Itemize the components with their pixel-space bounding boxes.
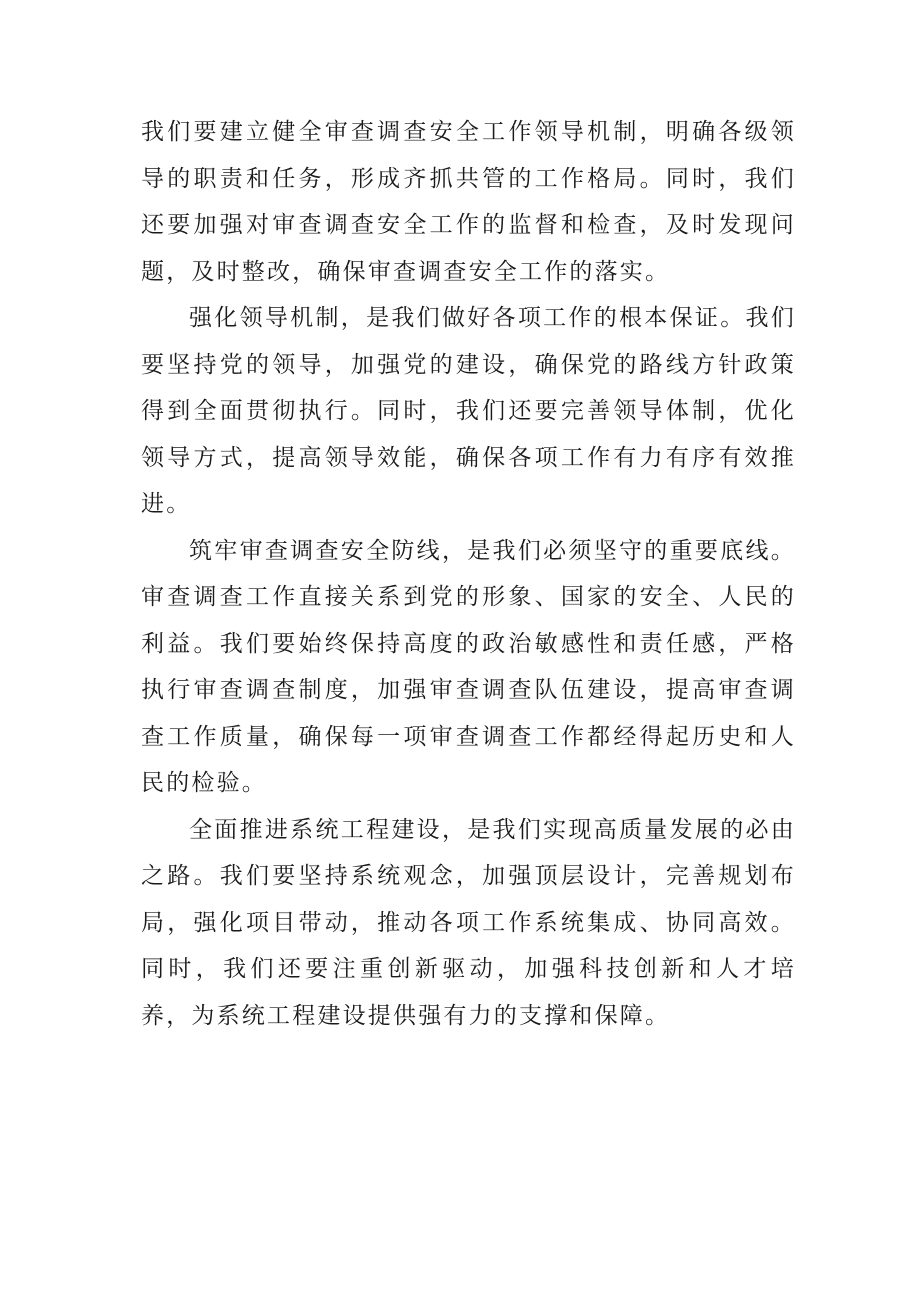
paragraph-4: 全面推进系统工程建设，是我们实现高质量发展的必由之路。我们要坚持系统观念，加强顶层设计，完善规划布局，强化项目带动，推动各项工作系统集成、协同高效。同时，我们还要注重创新驱动，加强科技创新和人才培养，为系统工程建设提供强有力的支撑和保障。 (141, 816, 796, 1029)
document-body (141, 109, 796, 1039)
paragraph-3: 筑牢审查调查安全防线，是我们必须坚守的重要底线。审查调查工作直接关系到党的形象、国家的安全、人民的利益。我们要始终保持高度的政治敏感性和责任感，严格执行审查调查制度，加强审查调查队伍建设，提高审查调查工作质量，确保每一项审查调查工作都经得起历史和人民的检验。 (141, 537, 796, 796)
paragraph-1: 我们要建立健全审查调查安全工作领导机制，明确各级领导的职责和任务，形成齐抓共管的工作格局。同时，我们还要加强对审查调查安全工作的监督和检查，及时发现问题，及时整改，确保审查调查安全工作的落实。 (141, 119, 796, 285)
paragraph-2: 强化领导机制，是我们做好各项工作的根本保证。我们要坚持党的领导，加强党的建设，确保党的路线方针政策得到全面贯彻执行。同时，我们还要完善领导体制，优化领导方式，提高领导效能，确保各项工作有力有序有效推进。 (141, 305, 796, 517)
